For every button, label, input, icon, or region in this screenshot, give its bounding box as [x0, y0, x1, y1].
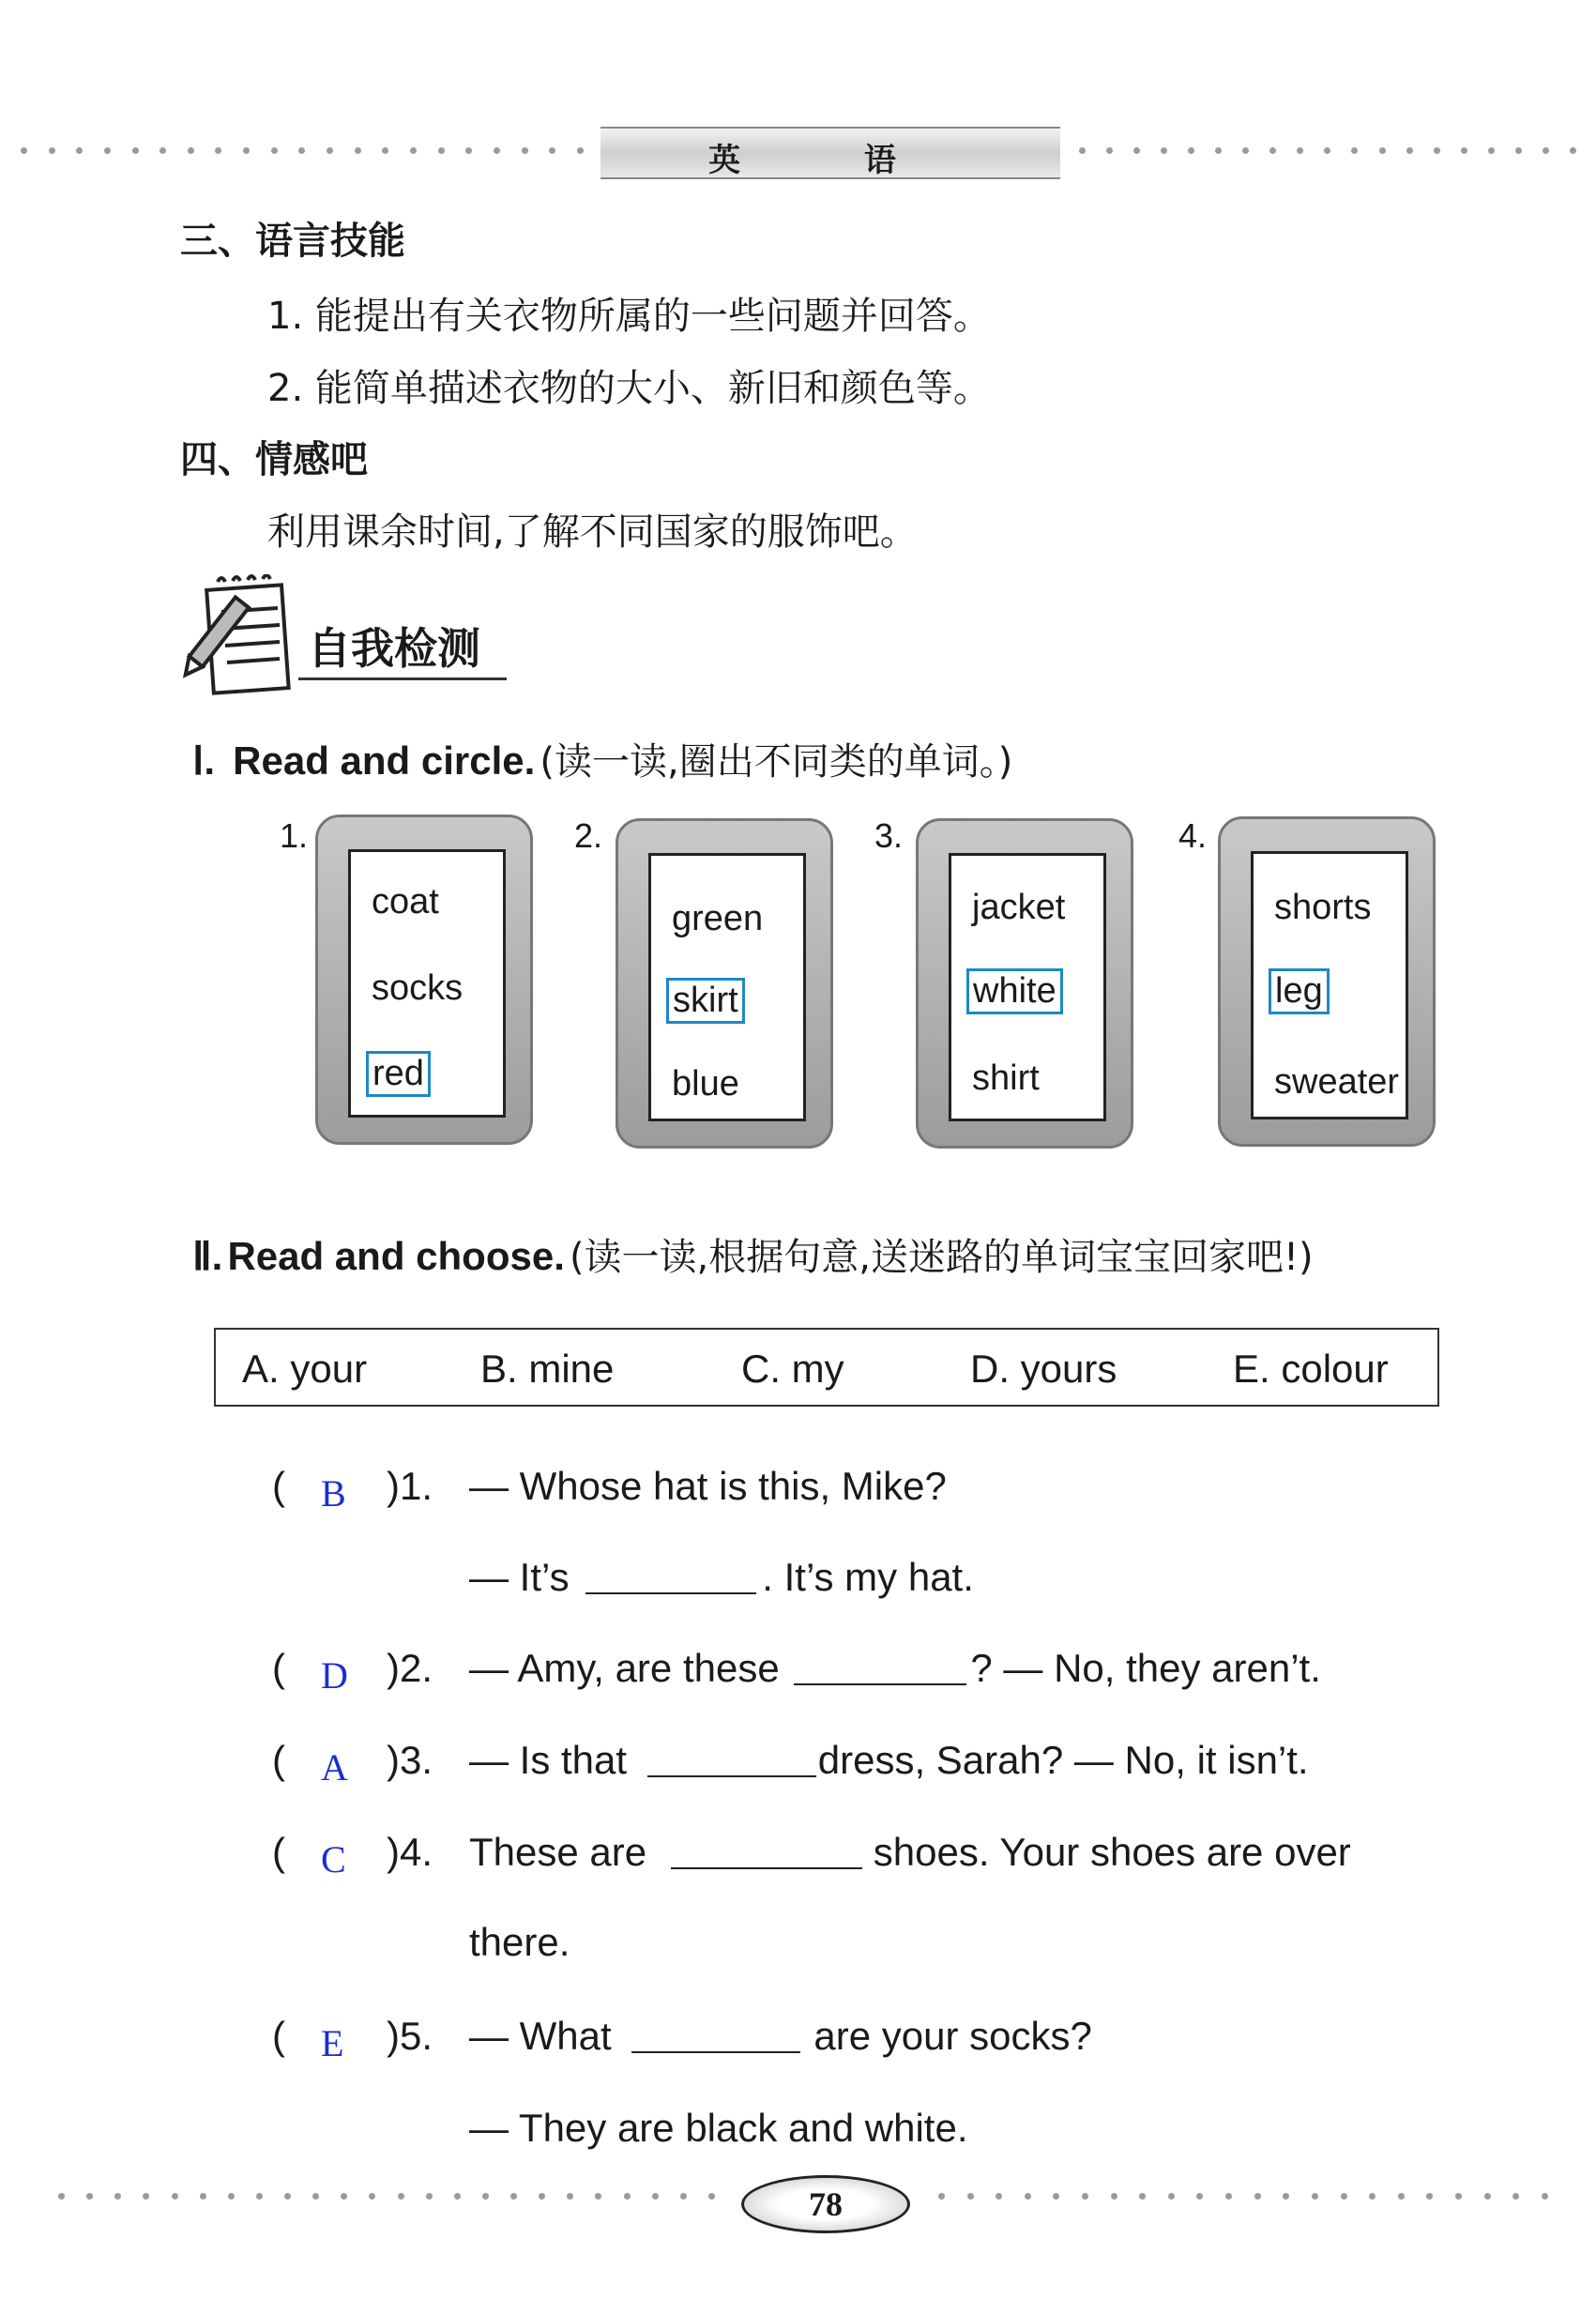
- footer-dots-left: [58, 2193, 715, 2200]
- option-d: D. yours: [970, 1347, 1117, 1391]
- options-box: [214, 1328, 1439, 1407]
- q1-answer[interactable]: B: [321, 1472, 346, 1515]
- card-4-word-3[interactable]: sweater: [1274, 1062, 1400, 1102]
- q3-line1: [469, 1738, 1309, 1783]
- word-card-1: [315, 815, 533, 1145]
- self-test-underline: [298, 678, 507, 680]
- header-banner: [600, 127, 1060, 179]
- card-4-word-1[interactable]: shorts: [1274, 888, 1372, 927]
- card-1-word-3-circled[interactable]: red: [366, 1051, 431, 1097]
- q1-number: )1.: [387, 1464, 433, 1508]
- q5-line1: [469, 2014, 1092, 2059]
- q2-line1-start: — Amy, are these: [469, 1646, 780, 1690]
- subject-title: 英 语: [708, 142, 952, 179]
- card-3-word-2-circled[interactable]: white: [966, 968, 1063, 1014]
- part2-title: Read and choose.: [227, 1234, 565, 1278]
- q1-line1: — Whose hat is this, Mike?: [469, 1464, 947, 1508]
- q2-line1-end: ? — No, they aren’t.: [970, 1646, 1321, 1690]
- section3-title: 三、语言技能: [180, 220, 405, 263]
- card-2-word-2-circled[interactable]: skirt: [666, 978, 745, 1024]
- q1-blank[interactable]: [585, 1559, 756, 1594]
- q1-open-paren: (: [272, 1464, 285, 1508]
- card-4-word-2-circled[interactable]: leg: [1269, 968, 1330, 1014]
- section3-item-1: 1. 能提出有关衣物所属的一些问题并回答。: [267, 295, 991, 338]
- word-card-1-inner: [348, 849, 506, 1118]
- q2-open-paren: (: [272, 1646, 285, 1690]
- q4-line1-end: shoes. Your shoes are over: [873, 1830, 1351, 1874]
- q4-answer[interactable]: C: [321, 1838, 346, 1880]
- self-test-title: 自我检测: [308, 623, 480, 674]
- q4-blank[interactable]: [671, 1834, 862, 1869]
- header-dots-right: [1079, 147, 1576, 157]
- q4-line2: there.: [469, 1920, 570, 1964]
- q5-number: )5.: [387, 2014, 433, 2058]
- section4-text: 利用课余时间,了解不同国家的服饰吧。: [267, 510, 918, 554]
- q3-blank[interactable]: [647, 1742, 816, 1777]
- card-2-number: 2.: [574, 816, 603, 855]
- q4-line1: [469, 1830, 1351, 1875]
- q2-number: )2.: [387, 1646, 433, 1690]
- q1-line2-start: — It’s: [469, 1555, 570, 1599]
- page-number: 78: [741, 2175, 910, 2233]
- q1-line2: [469, 1555, 974, 1600]
- card-4-number: 4.: [1178, 816, 1208, 855]
- part2-roman: Ⅱ.: [192, 1234, 223, 1278]
- card-2-word-1[interactable]: green: [672, 899, 764, 938]
- q2-line1: [469, 1646, 1321, 1691]
- card-3-number: 3.: [874, 816, 904, 855]
- option-a: A. your: [242, 1347, 368, 1391]
- word-card-4-inner: [1251, 851, 1408, 1119]
- part1-instruction: (读一读,圈出不同类的单词。): [540, 740, 1013, 784]
- word-card-3: [916, 818, 1133, 1149]
- word-card-3-inner: [949, 853, 1106, 1121]
- card-2-word-3[interactable]: blue: [672, 1064, 739, 1104]
- q4-open-paren: (: [272, 1830, 285, 1874]
- q2-blank[interactable]: [794, 1650, 966, 1685]
- part1-heading: [192, 732, 1012, 785]
- part2-heading: [192, 1227, 1314, 1281]
- word-card-2-inner: [648, 853, 806, 1121]
- footer-dots-right: [938, 2193, 1548, 2200]
- q3-number: )3.: [387, 1738, 433, 1782]
- q5-line2: — They are black and white.: [469, 2106, 968, 2150]
- card-1-number: 1.: [280, 816, 309, 855]
- q3-line1-start: — Is that: [469, 1738, 628, 1782]
- section4-title: 四、情感吧: [180, 438, 368, 481]
- q1-line2-end: . It’s my hat.: [762, 1555, 974, 1599]
- q4-line1-start: These are: [469, 1830, 647, 1874]
- section3-item-2: 2. 能简单描述衣物的大小、新旧和颜色等。: [267, 367, 991, 410]
- q5-line1-end: are your socks?: [813, 2014, 1092, 2058]
- option-b: B. mine: [480, 1347, 615, 1391]
- q5-open-paren: (: [272, 2014, 285, 2058]
- part2-instruction: (读一读,根据句意,送迷路的单词宝宝回家吧!): [569, 1236, 1314, 1279]
- notepad-pencil-icon: [176, 574, 298, 706]
- word-card-2: [616, 818, 833, 1149]
- q4-number: )4.: [387, 1830, 433, 1874]
- option-e: E. colour: [1233, 1347, 1389, 1391]
- card-1-word-1[interactable]: coat: [372, 882, 439, 921]
- q3-answer[interactable]: A: [321, 1746, 348, 1789]
- part1-roman: Ⅰ.: [192, 738, 216, 783]
- q3-line1-end: dress, Sarah? — No, it isn’t.: [817, 1738, 1309, 1782]
- part1-title: Read and circle.: [233, 738, 536, 783]
- q5-answer[interactable]: E: [321, 2022, 344, 2064]
- word-card-4: [1218, 816, 1436, 1147]
- q3-open-paren: (: [272, 1738, 285, 1782]
- card-3-word-3[interactable]: shirt: [972, 1058, 1040, 1098]
- card-1-word-2[interactable]: socks: [372, 968, 464, 1008]
- q2-answer[interactable]: D: [321, 1654, 348, 1697]
- option-c: C. my: [741, 1347, 844, 1391]
- header-dots-left: [21, 147, 584, 157]
- card-3-word-1[interactable]: jacket: [972, 888, 1066, 927]
- q5-blank[interactable]: [631, 2017, 800, 2053]
- q5-line1-start: — What: [469, 2014, 612, 2058]
